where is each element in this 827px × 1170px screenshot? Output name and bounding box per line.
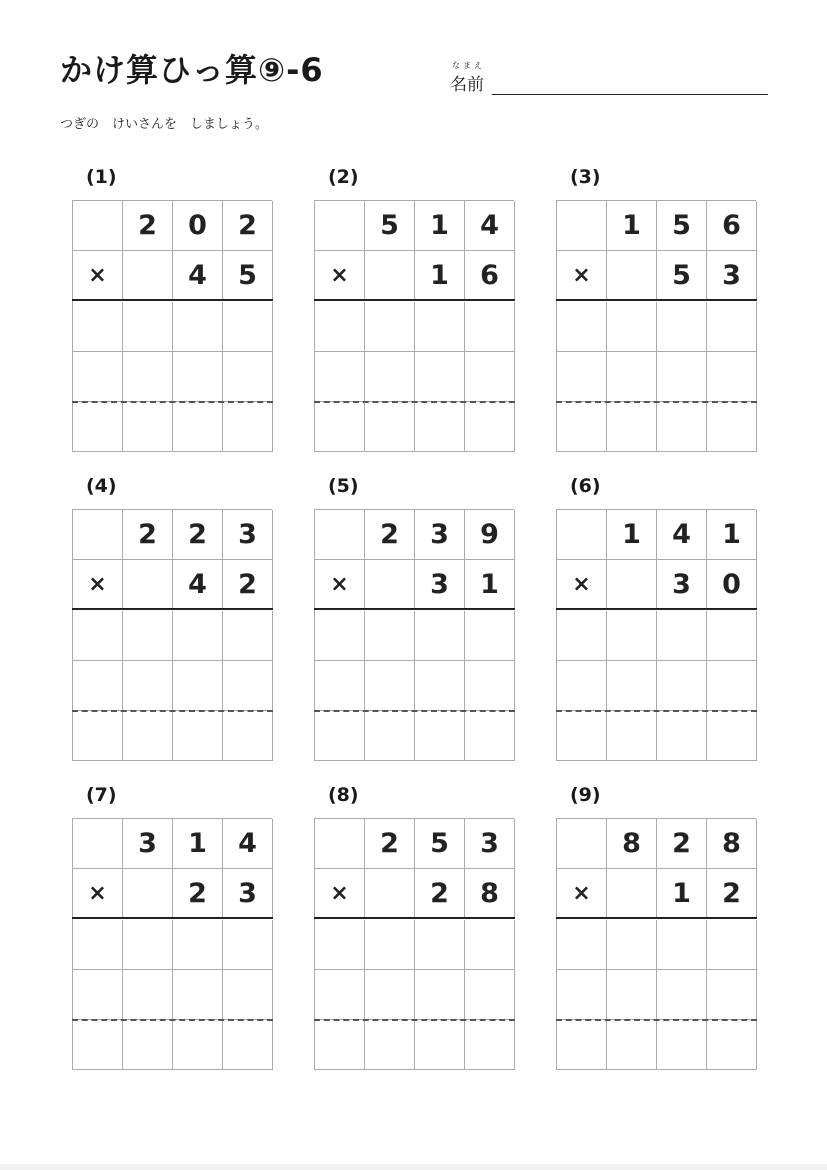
answer-cell[interactable] xyxy=(123,402,173,452)
answer-cell[interactable] xyxy=(73,661,123,711)
answer-cell[interactable] xyxy=(415,1020,465,1070)
answer-cell[interactable] xyxy=(557,352,607,402)
sum-line xyxy=(556,917,757,919)
sum-line xyxy=(556,608,757,610)
multiplicand-digit: 2 xyxy=(657,819,707,869)
multiplicand-digit: 4 xyxy=(465,201,515,251)
answer-cell[interactable] xyxy=(557,1020,607,1070)
answer-cell[interactable] xyxy=(123,711,173,761)
answer-cell[interactable] xyxy=(707,402,757,452)
answer-cell[interactable] xyxy=(315,611,365,661)
answer-cell[interactable] xyxy=(173,661,223,711)
multiplicand-digit: 0 xyxy=(173,201,223,251)
answer-cell[interactable] xyxy=(365,970,415,1020)
problem-3 xyxy=(556,166,756,452)
multiplicand-digit xyxy=(557,201,607,251)
answer-cell[interactable] xyxy=(707,711,757,761)
multiply-sign: × xyxy=(557,251,607,301)
answer-cell[interactable] xyxy=(707,1020,757,1070)
multiplicand-digit: 2 xyxy=(123,510,173,560)
answer-cell[interactable] xyxy=(557,611,607,661)
answer-cell[interactable] xyxy=(465,1020,515,1070)
answer-cell[interactable] xyxy=(465,970,515,1020)
sum-line xyxy=(72,917,273,919)
problem-number: (7) xyxy=(86,784,117,806)
problem-1 xyxy=(72,166,272,452)
multiplier-digit xyxy=(123,869,173,919)
answer-cell[interactable] xyxy=(315,1020,365,1070)
problem-number: (3) xyxy=(570,166,601,188)
answer-cell[interactable] xyxy=(73,1020,123,1070)
answer-cell[interactable] xyxy=(73,402,123,452)
multiplier-digit: 4 xyxy=(173,251,223,301)
answer-cell[interactable] xyxy=(173,402,223,452)
multiplicand-digit: 5 xyxy=(415,819,465,869)
multiplicand-digit xyxy=(315,510,365,560)
answer-cell[interactable] xyxy=(223,611,273,661)
multiplicand-digit xyxy=(73,510,123,560)
answer-cell[interactable] xyxy=(415,970,465,1020)
answer-cell[interactable] xyxy=(223,302,273,352)
answer-cell[interactable] xyxy=(223,920,273,970)
multiplicand-digit: 8 xyxy=(607,819,657,869)
multiplicand-digit: 1 xyxy=(707,510,757,560)
multiplicand-digit: 2 xyxy=(173,510,223,560)
multiplier-digit: 2 xyxy=(415,869,465,919)
answer-cell[interactable] xyxy=(365,402,415,452)
answer-cell[interactable] xyxy=(657,352,707,402)
multiplicand-digit: 5 xyxy=(365,201,415,251)
multiplier-digit: 5 xyxy=(657,251,707,301)
answer-cell[interactable] xyxy=(365,711,415,761)
instruction-text: つぎの けいさんを しましょう。 xyxy=(60,117,269,132)
answer-cell[interactable] xyxy=(657,920,707,970)
answer-cell[interactable] xyxy=(657,711,707,761)
answer-cell[interactable] xyxy=(315,302,365,352)
answer-cell[interactable] xyxy=(465,402,515,452)
calculation-grid xyxy=(556,200,756,452)
sum-line xyxy=(314,608,515,610)
multiply-sign: × xyxy=(315,560,365,610)
answer-cell[interactable] xyxy=(73,302,123,352)
multiplicand-digit: 6 xyxy=(707,201,757,251)
answer-cell[interactable] xyxy=(557,920,607,970)
answer-cell[interactable] xyxy=(365,661,415,711)
multiply-sign: × xyxy=(73,251,123,301)
answer-cell[interactable] xyxy=(123,970,173,1020)
answer-cell[interactable] xyxy=(557,302,607,352)
multiply-sign: × xyxy=(315,869,365,919)
multiplier-digit: 8 xyxy=(465,869,515,919)
answer-cell[interactable] xyxy=(123,920,173,970)
multiply-sign: × xyxy=(557,869,607,919)
answer-cell[interactable] xyxy=(607,352,657,402)
answer-cell[interactable] xyxy=(173,611,223,661)
answer-cell[interactable] xyxy=(415,302,465,352)
sum-line xyxy=(314,917,515,919)
answer-cell[interactable] xyxy=(315,402,365,452)
multiplicand-digit: 1 xyxy=(173,819,223,869)
calculation-grid xyxy=(72,200,272,452)
answer-cell[interactable] xyxy=(123,611,173,661)
multiply-sign: × xyxy=(73,560,123,610)
calculation-grid xyxy=(314,509,514,761)
calculation-grid xyxy=(314,200,514,452)
multiplier-digit: 3 xyxy=(223,869,273,919)
multiplicand-digit: 4 xyxy=(657,510,707,560)
multiplier-digit: 2 xyxy=(707,869,757,919)
answer-cell[interactable] xyxy=(707,970,757,1020)
answer-cell[interactable] xyxy=(173,302,223,352)
answer-cell[interactable] xyxy=(707,302,757,352)
answer-cell[interactable] xyxy=(123,302,173,352)
problem-number: (2) xyxy=(328,166,359,188)
multiplier-digit xyxy=(607,251,657,301)
answer-cell[interactable] xyxy=(607,711,657,761)
answer-cell[interactable] xyxy=(365,611,415,661)
multiplier-digit xyxy=(365,869,415,919)
answer-cell[interactable] xyxy=(557,402,607,452)
problem-2 xyxy=(314,166,514,452)
problem-number: (4) xyxy=(86,475,117,497)
multiplicand-digit xyxy=(557,510,607,560)
answer-cell[interactable] xyxy=(223,661,273,711)
answer-cell[interactable] xyxy=(465,711,515,761)
sum-line xyxy=(72,608,273,610)
multiplier-digit: 2 xyxy=(223,560,273,610)
answer-cell[interactable] xyxy=(223,402,273,452)
answer-cell[interactable] xyxy=(223,1020,273,1070)
answer-cell[interactable] xyxy=(557,711,607,761)
problem-4 xyxy=(72,475,272,761)
answer-cell[interactable] xyxy=(607,920,657,970)
answer-cell[interactable] xyxy=(73,352,123,402)
problem-number: (8) xyxy=(328,784,359,806)
answer-cell[interactable] xyxy=(415,611,465,661)
name-write-line[interactable] xyxy=(492,94,768,95)
multiplicand-digit: 3 xyxy=(465,819,515,869)
answer-cell[interactable] xyxy=(73,611,123,661)
answer-cell[interactable] xyxy=(415,352,465,402)
problem-number: (6) xyxy=(570,475,601,497)
partial-product-divider xyxy=(72,710,273,712)
answer-cell[interactable] xyxy=(465,302,515,352)
multiplier-digit: 0 xyxy=(707,560,757,610)
multiplicand-digit: 2 xyxy=(223,201,273,251)
partial-product-divider xyxy=(314,710,515,712)
answer-cell[interactable] xyxy=(607,1020,657,1070)
answer-cell[interactable] xyxy=(657,302,707,352)
problem-5 xyxy=(314,475,514,761)
answer-cell[interactable] xyxy=(607,611,657,661)
name-ruby-text: なまえ xyxy=(452,61,485,70)
answer-cell[interactable] xyxy=(365,1020,415,1070)
calculation-grid xyxy=(556,509,756,761)
multiplicand-digit: 3 xyxy=(415,510,465,560)
problem-number: (9) xyxy=(570,784,601,806)
answer-cell[interactable] xyxy=(315,920,365,970)
multiplicand-digit: 4 xyxy=(223,819,273,869)
multiplicand-digit xyxy=(73,819,123,869)
problem-number: (5) xyxy=(328,475,359,497)
answer-cell[interactable] xyxy=(707,352,757,402)
answer-cell[interactable] xyxy=(465,920,515,970)
name-label: 名前 xyxy=(450,75,484,95)
multiplicand-digit xyxy=(73,201,123,251)
multiply-sign: × xyxy=(315,251,365,301)
calculation-grid xyxy=(314,818,514,1070)
problem-6 xyxy=(556,475,756,761)
answer-cell[interactable] xyxy=(315,711,365,761)
answer-cell[interactable] xyxy=(607,970,657,1020)
multiplicand-digit: 8 xyxy=(707,819,757,869)
calculation-grid xyxy=(72,509,272,761)
answer-cell[interactable] xyxy=(223,711,273,761)
answer-cell[interactable] xyxy=(557,970,607,1020)
multiplicand-digit: 2 xyxy=(365,819,415,869)
multiplicand-digit: 5 xyxy=(657,201,707,251)
multiplicand-digit: 1 xyxy=(607,510,657,560)
answer-cell[interactable] xyxy=(365,302,415,352)
answer-cell[interactable] xyxy=(73,920,123,970)
problem-8 xyxy=(314,784,514,1070)
multiplicand-digit: 3 xyxy=(223,510,273,560)
multiplicand-digit: 9 xyxy=(465,510,515,560)
multiplier-digit: 4 xyxy=(173,560,223,610)
answer-cell[interactable] xyxy=(557,661,607,711)
answer-cell[interactable] xyxy=(607,302,657,352)
answer-cell[interactable] xyxy=(123,352,173,402)
multiplier-digit: 5 xyxy=(223,251,273,301)
answer-cell[interactable] xyxy=(607,402,657,452)
answer-cell[interactable] xyxy=(365,920,415,970)
problem-number: (1) xyxy=(86,166,117,188)
answer-cell[interactable] xyxy=(465,611,515,661)
sum-line xyxy=(556,299,757,301)
answer-cell[interactable] xyxy=(415,661,465,711)
multiplicand-digit: 1 xyxy=(607,201,657,251)
multiplicand-digit xyxy=(315,819,365,869)
multiplier-digit: 6 xyxy=(465,251,515,301)
answer-cell[interactable] xyxy=(73,711,123,761)
sum-line xyxy=(314,299,515,301)
multiplier-digit xyxy=(607,869,657,919)
multiplier-digit: 1 xyxy=(415,251,465,301)
multiplicand-digit xyxy=(557,819,607,869)
problem-9 xyxy=(556,784,756,1070)
answer-cell[interactable] xyxy=(73,970,123,1020)
answer-cell[interactable] xyxy=(707,920,757,970)
sum-line xyxy=(72,299,273,301)
answer-cell[interactable] xyxy=(707,611,757,661)
answer-cell[interactable] xyxy=(415,402,465,452)
answer-cell[interactable] xyxy=(657,661,707,711)
multiplier-digit: 2 xyxy=(173,869,223,919)
answer-cell[interactable] xyxy=(657,970,707,1020)
multiply-sign: × xyxy=(73,869,123,919)
multiplier-digit: 3 xyxy=(415,560,465,610)
partial-product-divider xyxy=(72,401,273,403)
answer-cell[interactable] xyxy=(465,352,515,402)
answer-cell[interactable] xyxy=(365,352,415,402)
answer-cell[interactable] xyxy=(123,1020,173,1070)
partial-product-divider xyxy=(556,401,757,403)
multiplier-digit: 3 xyxy=(657,560,707,610)
answer-cell[interactable] xyxy=(173,970,223,1020)
multiplier-digit xyxy=(123,251,173,301)
multiplier-digit xyxy=(365,560,415,610)
partial-product-divider xyxy=(72,1019,273,1021)
multiplier-digit: 3 xyxy=(707,251,757,301)
answer-cell[interactable] xyxy=(173,711,223,761)
answer-cell[interactable] xyxy=(123,661,173,711)
multiplier-digit: 1 xyxy=(465,560,515,610)
multiplicand-digit xyxy=(315,201,365,251)
answer-cell[interactable] xyxy=(607,661,657,711)
answer-cell[interactable] xyxy=(657,402,707,452)
multiplicand-digit: 2 xyxy=(365,510,415,560)
answer-cell[interactable] xyxy=(415,711,465,761)
answer-cell[interactable] xyxy=(173,352,223,402)
partial-product-divider xyxy=(314,401,515,403)
answer-cell[interactable] xyxy=(465,661,515,711)
multiplier-digit xyxy=(607,560,657,610)
answer-cell[interactable] xyxy=(173,1020,223,1070)
answer-cell[interactable] xyxy=(315,661,365,711)
multiplicand-digit: 1 xyxy=(415,201,465,251)
answer-cell[interactable] xyxy=(415,920,465,970)
multiplier-digit xyxy=(365,251,415,301)
worksheet-title: かけ算ひっ算⑨-6 xyxy=(60,51,324,89)
answer-cell[interactable] xyxy=(223,970,273,1020)
answer-cell[interactable] xyxy=(657,1020,707,1070)
partial-product-divider xyxy=(556,1019,757,1021)
answer-cell[interactable] xyxy=(315,970,365,1020)
partial-product-divider xyxy=(556,710,757,712)
multiply-sign: × xyxy=(557,560,607,610)
answer-cell[interactable] xyxy=(173,920,223,970)
multiplicand-digit: 2 xyxy=(123,201,173,251)
problem-7 xyxy=(72,784,272,1070)
answer-cell[interactable] xyxy=(657,611,707,661)
page-bottom-edge xyxy=(0,1164,827,1170)
partial-product-divider xyxy=(314,1019,515,1021)
multiplier-digit: 1 xyxy=(657,869,707,919)
multiplicand-digit: 3 xyxy=(123,819,173,869)
answer-cell[interactable] xyxy=(223,352,273,402)
multiplier-digit xyxy=(123,560,173,610)
calculation-grid xyxy=(72,818,272,1070)
answer-cell[interactable] xyxy=(707,661,757,711)
answer-cell[interactable] xyxy=(315,352,365,402)
calculation-grid xyxy=(556,818,756,1070)
